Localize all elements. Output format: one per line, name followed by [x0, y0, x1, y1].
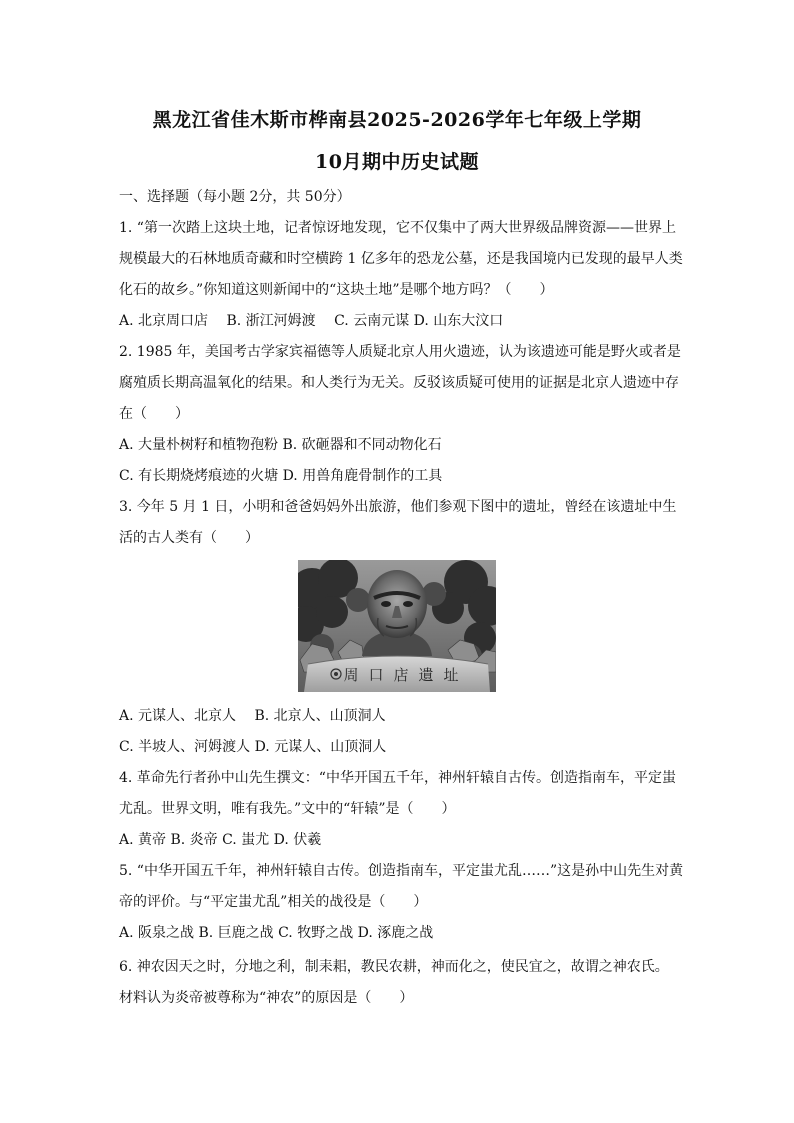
- q2-stem-line2: 腐殖质长期高温氧化的结果。和人类行为无关。反驳该质疑可使用的证据是北京人遗迹中存: [119, 375, 679, 391]
- exam-title-line1: 黑龙江省佳木斯市桦南县2025-2026学年七年级上学期: [152, 109, 642, 131]
- q1-stem-line1: 1. “第一次踏上这块土地，记者惊讶地发现，它不仅集中了两大世界级品牌资源——世界上: [119, 220, 676, 236]
- q1-stem-line2: 规模最大的石林地质奇藏和时空横跨 1 亿多年的恐龙公墓，还是我国境内已发现的最早人类: [119, 251, 683, 267]
- q4-stem-line2: 尤乱。世界文明，唯有我先。”文中的“轩辕”是（ ）: [119, 801, 456, 817]
- q3-options-line2: C. 半坡人、河姆渡人 D. 元谋人、山顶洞人: [119, 739, 387, 755]
- q5-options: A. 阪泉之战 B. 巨鹿之战 C. 牧野之战 D. 涿鹿之战: [119, 925, 434, 941]
- q3-stem-line2: 活的古人类有（ ）: [119, 530, 259, 546]
- q5-stem-line1: 5. “中华开国五千年，神州轩辕自古传。创造指南车，平定蚩尤乱……”这是孙中山先生对黄: [119, 863, 684, 879]
- q1-stem-line3: 化石的故乡。”你知道这则新闻中的“这块土地”是哪个地方吗？（ ）: [119, 282, 554, 298]
- q4-options: A. 黄帝 B. 炎帝 C. 蚩尤 D. 伏羲: [119, 832, 322, 848]
- q1-options: A. 北京周口店 B. 浙江河姆渡 C. 云南元谋 D. 山东大汶口: [119, 313, 504, 329]
- q5-stem-line2: 帝的评价。与“平定蚩尤乱”相关的战役是（ ）: [119, 894, 428, 910]
- q3-stem-line1: 3. 今年 5 月 1 日，小明和爸爸妈妈外出旅游，他们参观下图中的遗址，曾经在该遗址中生: [119, 499, 677, 515]
- zhoukoudian-site-photo: [298, 560, 496, 692]
- q6-stem-line1: 6. 神农因天之时，分地之利，制耒耜，教民农耕，神而化之，使民宜之，故谓之神农氏。: [119, 959, 669, 975]
- q6-stem-line2: 材料认为炎帝被尊称为“神农”的原因是（ ）: [119, 990, 414, 1006]
- section-heading: 一、选择题（每小题 2分，共 50分）: [119, 189, 351, 205]
- q2-stem-line3: 在（ ）: [119, 406, 189, 422]
- site-inscription: 周口店遺址: [343, 666, 469, 684]
- q2-options-line1: A. 大量朴树籽和植物孢粉 B. 砍砸器和不同动物化石: [119, 437, 442, 453]
- q3-options-line1: A. 元谋人、北京人 B. 北京人、山顶洞人: [119, 708, 386, 724]
- q2-stem-line1: 2. 1985 年，美国考古学家宾福德等人质疑北京人用火遗迹，认为该遗迹可能是野火或者是: [119, 344, 681, 360]
- exam-title-line2: 10月期中历史试题: [315, 151, 479, 173]
- q4-stem-line1: 4. 革命先行者孙中山先生撰文：“中华开国五千年，神州轩辕自古传。创造指南车，平定蚩: [119, 770, 676, 786]
- q2-options-line2: C. 有长期烧烤痕迹的火塘 D. 用兽角鹿骨制作的工具: [119, 468, 443, 484]
